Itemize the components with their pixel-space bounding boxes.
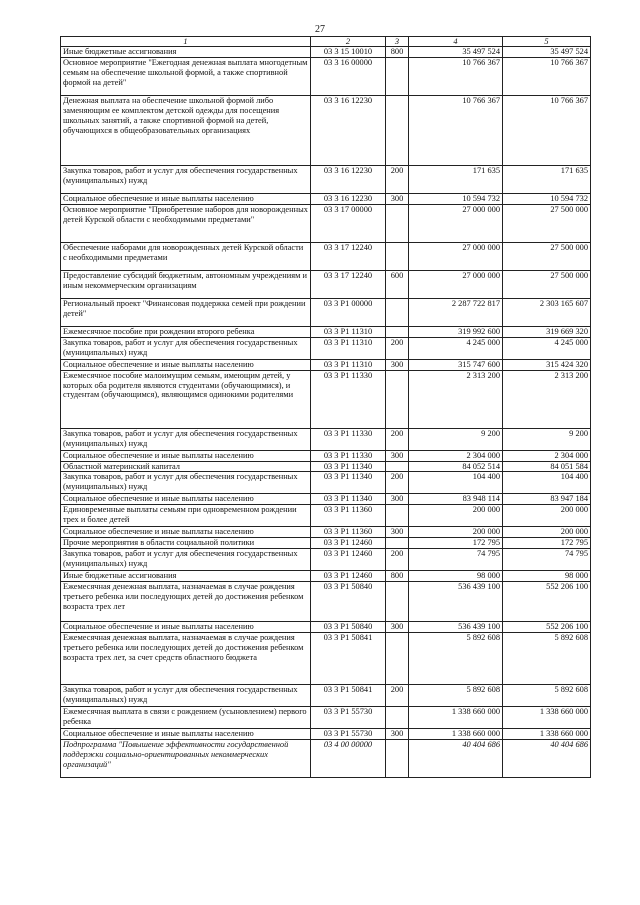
row-vr: 200 <box>386 549 409 571</box>
row-value-2: 1 338 660 000 <box>503 728 591 739</box>
row-value-2: 4 245 000 <box>503 337 591 359</box>
row-value-1: 74 795 <box>409 549 503 571</box>
row-code: 03 3 P1 12460 <box>311 571 386 582</box>
row-value-2: 84 051 584 <box>503 461 591 472</box>
row-vr: 800 <box>386 47 409 58</box>
row-code: 03 3 P1 50841 <box>311 684 386 706</box>
row-value-2: 5 892 608 <box>503 684 591 706</box>
row-value-1: 35 497 524 <box>409 47 503 58</box>
row-code: 03 3 P1 11330 <box>311 428 386 450</box>
row-name: Ежемесячная выплата в связи с рождением (усыновлением) первого ребенка <box>61 706 311 728</box>
row-name: Социальное обеспечение и иные выплаты населению <box>61 622 311 633</box>
row-value-1: 40 404 686 <box>409 739 503 777</box>
row-name: Социальное обеспечение и иные выплаты населению <box>61 728 311 739</box>
row-value-1: 4 245 000 <box>409 337 503 359</box>
row-code: 03 3 P1 11330 <box>311 450 386 461</box>
row-value-1: 171 635 <box>409 165 503 193</box>
row-code: 03 3 P1 11340 <box>311 472 386 494</box>
row-value-2: 10 766 367 <box>503 95 591 165</box>
row-value-2: 1 338 660 000 <box>503 706 591 728</box>
row-value-1: 83 948 114 <box>409 494 503 505</box>
row-name: Ежемесячная денежная выплата, назначаемая в случае рождения третьего ребенка или последующих детей до достижения ребенком возраста трех лет, за счет средств областного бюджета <box>61 632 311 684</box>
row-name: Единовременные выплаты семьям при одновременном рождении трех и более детей <box>61 505 311 527</box>
row-value-1: 200 000 <box>409 527 503 538</box>
row-code: 03 3 P1 12460 <box>311 549 386 571</box>
row-vr <box>386 706 409 728</box>
row-vr <box>386 739 409 777</box>
row-value-2: 98 000 <box>503 571 591 582</box>
row-value-2: 27 500 000 <box>503 242 591 270</box>
row-value-2: 2 313 200 <box>503 370 591 428</box>
row-name: Закупка товаров, работ и услуг для обеспечения государственных (муниципальных) нужд <box>61 549 311 571</box>
header-col-5: 5 <box>503 37 591 47</box>
row-name: Подпрограмма "Повышение эффективности государственной поддержки социально-ориентированных некоммерческих организаций" <box>61 739 311 777</box>
row-value-2: 27 500 000 <box>503 204 591 242</box>
table-row <box>61 47 591 58</box>
row-value-2: 27 500 000 <box>503 270 591 298</box>
row-value-2: 74 795 <box>503 549 591 571</box>
row-value-1: 5 892 608 <box>409 684 503 706</box>
table-row <box>61 632 591 684</box>
row-value-1: 9 200 <box>409 428 503 450</box>
row-name: Закупка товаров, работ и услуг для обеспечения государственных (муниципальных) нужд <box>61 428 311 450</box>
row-value-2: 9 200 <box>503 428 591 450</box>
header-col-2: 2 <box>311 37 386 47</box>
table-row <box>61 461 591 472</box>
row-code: 03 3 16 12230 <box>311 165 386 193</box>
row-value-1: 27 000 000 <box>409 270 503 298</box>
table-header-row <box>61 37 591 47</box>
row-vr: 200 <box>386 428 409 450</box>
row-code: 03 3 P1 50840 <box>311 622 386 633</box>
row-name: Закупка товаров, работ и услуг для обеспечения государственных (муниципальных) нужд <box>61 165 311 193</box>
row-value-1: 27 000 000 <box>409 204 503 242</box>
table-row <box>61 494 591 505</box>
row-name: Прочие мероприятия в области социальной политики <box>61 538 311 549</box>
row-value-2: 83 947 184 <box>503 494 591 505</box>
row-code: 03 3 P1 50841 <box>311 632 386 684</box>
row-vr: 300 <box>386 359 409 370</box>
row-name: Иные бюджетные ассигнования <box>61 47 311 58</box>
row-code: 03 3 P1 11310 <box>311 326 386 337</box>
row-name: Закупка товаров, работ и услуг для обеспечения государственных (муниципальных) нужд <box>61 337 311 359</box>
row-name: Социальное обеспечение и иные выплаты населению <box>61 359 311 370</box>
row-code: 03 3 P1 55730 <box>311 728 386 739</box>
row-code: 03 4 00 00000 <box>311 739 386 777</box>
row-name: Ежемесячное пособие малоимущим семьям, имеющим детей, у которых оба родителя являются студентами (обучающимися), и студентам (обучающимся), являющимся одинокими родителями <box>61 370 311 428</box>
row-value-2: 40 404 686 <box>503 739 591 777</box>
table-row <box>61 538 591 549</box>
row-vr <box>386 95 409 165</box>
row-code: 03 3 P1 11330 <box>311 370 386 428</box>
row-vr: 300 <box>386 622 409 633</box>
row-value-2: 319 669 320 <box>503 326 591 337</box>
row-code: 03 3 P1 00000 <box>311 298 386 326</box>
row-vr: 300 <box>386 527 409 538</box>
row-value-2: 5 892 608 <box>503 632 591 684</box>
row-name: Ежемесячное пособие при рождении второго ребенка <box>61 326 311 337</box>
row-name: Предоставление субсидий бюджетным, автономным учреждениям и иным некоммерческим организациям <box>61 270 311 298</box>
row-value-1: 104 400 <box>409 472 503 494</box>
table-row <box>61 571 591 582</box>
row-vr <box>386 582 409 622</box>
table-row <box>61 505 591 527</box>
row-name: Социальное обеспечение и иные выплаты населению <box>61 527 311 538</box>
table-row <box>61 684 591 706</box>
row-value-1: 1 338 660 000 <box>409 728 503 739</box>
row-vr <box>386 204 409 242</box>
row-name: Закупка товаров, работ и услуг для обеспечения государственных (муниципальных) нужд <box>61 472 311 494</box>
row-value-2: 2 304 000 <box>503 450 591 461</box>
row-value-1: 1 338 660 000 <box>409 706 503 728</box>
row-vr: 800 <box>386 571 409 582</box>
table-row <box>61 450 591 461</box>
row-vr <box>386 461 409 472</box>
table-row <box>61 242 591 270</box>
row-code: 03 3 P1 11310 <box>311 359 386 370</box>
row-vr: 200 <box>386 684 409 706</box>
row-code: 03 3 P1 50840 <box>311 582 386 622</box>
table-row <box>61 728 591 739</box>
row-value-2: 35 497 524 <box>503 47 591 58</box>
row-code: 03 3 17 12240 <box>311 270 386 298</box>
table-row <box>61 706 591 728</box>
row-value-2: 315 424 320 <box>503 359 591 370</box>
table-row <box>61 472 591 494</box>
row-name: Социальное обеспечение и иные выплаты населению <box>61 494 311 505</box>
table-row <box>61 326 591 337</box>
row-value-2: 171 635 <box>503 165 591 193</box>
row-name: Основное мероприятие "Приобретение наборов для новорожденных детей Курской области с необходимыми предметами" <box>61 204 311 242</box>
row-value-2: 172 795 <box>503 538 591 549</box>
row-code: 03 3 P1 11360 <box>311 527 386 538</box>
row-value-1: 536 439 100 <box>409 622 503 633</box>
row-value-2: 552 206 100 <box>503 582 591 622</box>
header-col-1: 1 <box>61 37 311 47</box>
budget-table <box>60 36 591 778</box>
row-vr: 200 <box>386 337 409 359</box>
header-col-4: 4 <box>409 37 503 47</box>
row-vr <box>386 505 409 527</box>
table-row <box>61 739 591 777</box>
row-value-1: 2 313 200 <box>409 370 503 428</box>
table-row <box>61 337 591 359</box>
table-row <box>61 428 591 450</box>
row-code: 03 3 16 12230 <box>311 95 386 165</box>
row-value-2: 2 303 165 607 <box>503 298 591 326</box>
row-value-1: 10 766 367 <box>409 95 503 165</box>
row-value-1: 315 747 600 <box>409 359 503 370</box>
row-vr: 600 <box>386 270 409 298</box>
table-row <box>61 270 591 298</box>
row-vr <box>386 242 409 270</box>
row-value-2: 200 000 <box>503 527 591 538</box>
row-value-1: 84 052 514 <box>409 461 503 472</box>
row-value-1: 10 594 732 <box>409 193 503 204</box>
table-row <box>61 527 591 538</box>
row-name: Региональный проект "Финансовая поддержка семей при рождении детей" <box>61 298 311 326</box>
row-vr: 300 <box>386 728 409 739</box>
row-value-1: 98 000 <box>409 571 503 582</box>
row-vr: 300 <box>386 193 409 204</box>
table-row <box>61 298 591 326</box>
row-name: Закупка товаров, работ и услуг для обеспечения государственных (муниципальных) нужд <box>61 684 311 706</box>
row-code: 03 3 16 12230 <box>311 193 386 204</box>
table-row <box>61 582 591 622</box>
table-row <box>61 165 591 193</box>
row-name: Обеспечение наборами для новорожденных детей Курской области с необходимыми предметами <box>61 242 311 270</box>
row-value-1: 536 439 100 <box>409 582 503 622</box>
row-value-2: 10 594 732 <box>503 193 591 204</box>
row-value-1: 319 992 600 <box>409 326 503 337</box>
table-row <box>61 57 591 95</box>
table-row <box>61 95 591 165</box>
row-name: Областной материнский капитал <box>61 461 311 472</box>
row-value-2: 10 766 367 <box>503 57 591 95</box>
row-vr: 200 <box>386 472 409 494</box>
row-value-2: 104 400 <box>503 472 591 494</box>
row-vr: 300 <box>386 450 409 461</box>
row-code: 03 3 P1 55730 <box>311 706 386 728</box>
row-vr <box>386 326 409 337</box>
table-row <box>61 359 591 370</box>
row-code: 03 3 P1 11360 <box>311 505 386 527</box>
row-name: Иные бюджетные ассигнования <box>61 571 311 582</box>
row-name: Основное мероприятие "Ежегодная денежная выплата многодетным семьям на обеспечение школьной формой, а также спортивной формой на детей" <box>61 57 311 95</box>
row-code: 03 3 16 00000 <box>311 57 386 95</box>
row-vr: 300 <box>386 494 409 505</box>
row-code: 03 3 P1 12460 <box>311 538 386 549</box>
row-code: 03 3 17 12240 <box>311 242 386 270</box>
row-name: Ежемесячная денежная выплата, назначаемая в случае рождения третьего ребенка или последующих детей до достижения ребенком возраста трех лет <box>61 582 311 622</box>
row-code: 03 3 15 10010 <box>311 47 386 58</box>
row-value-2: 552 206 100 <box>503 622 591 633</box>
row-value-1: 2 304 000 <box>409 450 503 461</box>
row-value-1: 5 892 608 <box>409 632 503 684</box>
row-name: Денежная выплата на обеспечение школьной формой либо заменяющим ее комплектом детской одежды для посещения школьных занятий, а также спортивной формой на детей, обучающихся в общеобразовательных организациях <box>61 95 311 165</box>
row-vr <box>386 57 409 95</box>
row-name: Социальное обеспечение и иные выплаты населению <box>61 193 311 204</box>
row-code: 03 3 17 00000 <box>311 204 386 242</box>
row-code: 03 3 P1 11340 <box>311 494 386 505</box>
page-number: 27 <box>315 24 325 35</box>
table-row <box>61 549 591 571</box>
row-vr <box>386 538 409 549</box>
table-row <box>61 193 591 204</box>
row-code: 03 3 P1 11340 <box>311 461 386 472</box>
row-name: Социальное обеспечение и иные выплаты населению <box>61 450 311 461</box>
row-value-1: 27 000 000 <box>409 242 503 270</box>
table-row <box>61 204 591 242</box>
row-vr <box>386 370 409 428</box>
row-vr <box>386 632 409 684</box>
row-vr <box>386 298 409 326</box>
row-code: 03 3 P1 11310 <box>311 337 386 359</box>
row-value-1: 2 287 722 817 <box>409 298 503 326</box>
row-value-2: 200 000 <box>503 505 591 527</box>
row-value-1: 200 000 <box>409 505 503 527</box>
row-vr: 200 <box>386 165 409 193</box>
row-value-1: 172 795 <box>409 538 503 549</box>
table-row <box>61 622 591 633</box>
table-row <box>61 370 591 428</box>
header-col-3: 3 <box>386 37 409 47</box>
row-value-1: 10 766 367 <box>409 57 503 95</box>
